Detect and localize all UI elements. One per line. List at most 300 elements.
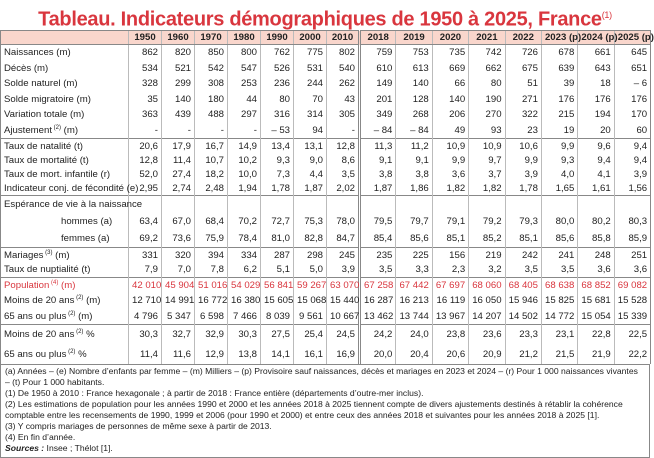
table-cell: 8 039	[261, 309, 294, 325]
table-cell: 69,2	[129, 230, 162, 248]
table-cell: 27,5	[261, 324, 294, 344]
table-cell: 488	[195, 107, 228, 123]
row-label: Variation totale (m)	[1, 107, 129, 123]
table-cell: 678	[541, 45, 577, 61]
table-cell: 7 466	[228, 309, 261, 325]
table-cell	[469, 196, 505, 214]
table-cell	[195, 196, 228, 214]
table-cell: 3,6	[432, 167, 468, 181]
table-cell: 16,1	[294, 344, 327, 364]
table-cell: 9,9	[505, 153, 541, 167]
table-cell: 15 339	[614, 309, 650, 325]
table-cell: 8,6	[327, 153, 360, 167]
table-cell	[396, 196, 432, 214]
table-cell: 316	[261, 107, 294, 123]
table-cell: 75,9	[195, 230, 228, 248]
table-cell: 651	[614, 61, 650, 77]
table-row	[1, 167, 651, 181]
table-cell: 7,0	[162, 263, 195, 278]
table-cell: 526	[261, 61, 294, 77]
table-cell: 742	[469, 45, 505, 61]
table-cell: 85,9	[614, 230, 650, 248]
table-cell: 51	[505, 76, 541, 92]
table-cell: 3,9	[505, 167, 541, 181]
table-cell: 287	[261, 248, 294, 263]
table-cell: 67 258	[360, 278, 396, 294]
table-cell: 35	[129, 92, 162, 108]
table-cell: 79,1	[432, 213, 468, 230]
table-cell: 24,0	[396, 324, 432, 344]
table-cell: 4 796	[129, 309, 162, 325]
table-cell: 22,8	[578, 324, 614, 344]
table-cell: 643	[578, 61, 614, 77]
table-cell: 16,7	[195, 139, 228, 154]
table-cell: 11,3	[360, 139, 396, 154]
table-cell: 16 050	[469, 293, 505, 308]
table-cell: 67 442	[396, 278, 432, 294]
table-cell: 128	[396, 92, 432, 108]
row-label: Solde naturel (m)	[1, 76, 129, 92]
table-cell: 645	[614, 45, 650, 61]
table-cell: 21,5	[541, 344, 577, 364]
table-cell: 7,8	[195, 263, 228, 278]
table-cell: 334	[228, 248, 261, 263]
table-cell: 2,74	[162, 181, 195, 196]
table-cell: 17,9	[162, 139, 195, 154]
year-header: 2000	[294, 31, 327, 45]
page-title: Tableau. Indicateurs démographiques de 1950 à 2025, France$^{(1)}$	[38, 8, 612, 31]
row-label: hommes (a)	[1, 213, 129, 230]
table-cell: 22,2	[614, 344, 650, 364]
table-cell: 23	[505, 123, 541, 139]
table-cell: 9,3	[261, 153, 294, 167]
table-cell: 20,0	[360, 344, 396, 364]
table-cell: 3,7	[469, 167, 505, 181]
table-cell: 12 710	[129, 293, 162, 308]
table-cell: 661	[578, 45, 614, 61]
table-row	[1, 45, 651, 61]
table-cell: 2,95	[129, 181, 162, 196]
table-cell: 3,5	[505, 263, 541, 278]
table-cell: 4,0	[541, 167, 577, 181]
table-cell: 30,3	[228, 324, 261, 344]
table-cell	[505, 196, 541, 214]
table-cell: – 53	[261, 123, 294, 139]
table-cell: 14 502	[505, 309, 541, 325]
table-cell: 20,6	[129, 139, 162, 154]
table-cell: 54 029	[228, 278, 261, 294]
table-cell: 3,6	[614, 263, 650, 278]
table-cell: 1,82	[469, 181, 505, 196]
table-cell: 79,7	[396, 213, 432, 230]
table-cell: 3,5	[541, 263, 577, 278]
table-row	[1, 278, 651, 294]
table-cell: 190	[469, 92, 505, 108]
table-cell: 176	[614, 92, 650, 108]
table-cell: 225	[396, 248, 432, 263]
note-1: (1) De 1950 à 2010 : France hexagonale ; à partir de 2018 : France entière (départements d’outre-mer inclus).	[5, 387, 424, 398]
table-cell: 85,6	[396, 230, 432, 248]
table-cell: 27,4	[162, 167, 195, 181]
table-cell: 93	[469, 123, 505, 139]
table-cell: 1,61	[578, 181, 614, 196]
table-cell: 2,02	[327, 181, 360, 196]
table-cell: 219	[469, 248, 505, 263]
table-cell: 68 638	[541, 278, 577, 294]
row-label: Mariages $^{(3)}$ (m)	[1, 248, 129, 263]
table-row	[1, 248, 651, 263]
table-cell: 1,78	[261, 181, 294, 196]
table-cell: 75,3	[294, 213, 327, 230]
table-cell: 6 598	[195, 309, 228, 325]
table-cell: 253	[228, 76, 261, 92]
row-label: Indicateur conj. de fécondité (e)	[1, 181, 129, 196]
row-label: Population $^{(4)}$ (m)	[1, 278, 129, 294]
table-cell: 79,2	[469, 213, 505, 230]
table-cell: 21,9	[578, 344, 614, 364]
table-cell: 10,0	[228, 167, 261, 181]
table-cell: 547	[228, 61, 261, 77]
row-label: 65 ans ou plus $^{(2)}$ (m)	[1, 309, 129, 325]
table-cell: 56 841	[261, 278, 294, 294]
table-cell: – 84	[396, 123, 432, 139]
table-cell: – 6	[614, 76, 650, 92]
table-cell: 72,7	[261, 213, 294, 230]
table-cell: 22,5	[614, 324, 650, 344]
row-label: Taux de mort. infantile (r)	[1, 167, 129, 181]
table-cell: 800	[228, 45, 261, 61]
table-cell	[578, 196, 614, 214]
table-cell: 15 440	[327, 293, 360, 308]
table-cell: 66	[432, 76, 468, 92]
table-cell: 305	[327, 107, 360, 123]
table-cell: 15 068	[294, 293, 327, 308]
table-cell: 78,4	[228, 230, 261, 248]
table-cell: 244	[294, 76, 327, 92]
table-cell: 531	[294, 61, 327, 77]
sources: Sources : Insee ; Thélot [1].	[5, 442, 113, 453]
year-header: 1970	[195, 31, 228, 45]
table-cell: 363	[129, 107, 162, 123]
table-cell: 10,9	[432, 139, 468, 154]
table-cell: 1,86	[396, 181, 432, 196]
year-header: 1990	[261, 31, 294, 45]
table-cell: 9,1	[360, 153, 396, 167]
table-cell: 3,9	[327, 263, 360, 278]
table-row	[1, 263, 651, 278]
table-row	[1, 309, 651, 325]
table-cell: 63,4	[129, 213, 162, 230]
table-row	[1, 213, 651, 230]
table-cell: 1,78	[505, 181, 541, 196]
table-cell: 194	[578, 107, 614, 123]
table-cell: 726	[505, 45, 541, 61]
table-cell: 23,8	[432, 324, 468, 344]
table-cell: 3,3	[396, 263, 432, 278]
table-cell: 3,6	[578, 263, 614, 278]
row-label: femmes (a)	[1, 230, 129, 248]
table-cell: 5,1	[261, 263, 294, 278]
demographics-table	[0, 30, 654, 364]
table-row	[1, 196, 651, 214]
table-cell: 320	[162, 248, 195, 263]
row-label: Taux de nuptialité (t)	[1, 263, 129, 278]
table-cell: 1,82	[432, 181, 468, 196]
table-cell: 271	[505, 92, 541, 108]
year-header: 2018	[360, 31, 396, 45]
table-cell: 10 667	[327, 309, 360, 325]
table-cell: 862	[129, 45, 162, 61]
table-cell: 13,8	[228, 344, 261, 364]
table-cell: 12,9	[195, 344, 228, 364]
table-cell: 20,4	[396, 344, 432, 364]
table-cell	[360, 196, 396, 214]
table-cell: 9,7	[469, 153, 505, 167]
table-cell: 534	[129, 61, 162, 77]
table-cell: 10,7	[195, 153, 228, 167]
table-cell: 85,1	[432, 230, 468, 248]
table-cell: 1,94	[228, 181, 261, 196]
table-cell: 85,2	[469, 230, 505, 248]
table-cell: 12,8	[129, 153, 162, 167]
table-cell: 60	[614, 123, 650, 139]
table-cell: 23,6	[469, 324, 505, 344]
table-cell: 79,5	[360, 213, 396, 230]
table-cell: 3,8	[360, 167, 396, 181]
table-cell: 70,2	[228, 213, 261, 230]
table-cell: 11,6	[162, 344, 195, 364]
year-header: 2022	[505, 31, 541, 45]
note-2: (2) Les estimations de population pour les années 1990 et 2000 et les années 2018 à 2025 tiennent compte de divers ajustements destinés à rétablir la cohérence comptable entre les recensements de 1990, 1999 et 2006 (pour 1990 et 2000) et entre ceux des années 2018 et suivantes pour les années 2018 à 2025 [1].	[5, 398, 623, 420]
row-label: Ajustement $^{(2)}$ (m)	[1, 123, 129, 139]
table-cell: 331	[129, 248, 162, 263]
table-cell: 42 010	[129, 278, 162, 294]
table-cell: 735	[432, 45, 468, 61]
table-cell: 67,0	[162, 213, 195, 230]
table-cell: 9,0	[294, 153, 327, 167]
table-row	[1, 107, 651, 123]
table-cell: 15 528	[614, 293, 650, 308]
table-cell: 81,0	[261, 230, 294, 248]
table-cell: 12,8	[327, 139, 360, 154]
table-cell: 15 681	[578, 293, 614, 308]
year-header: 2010	[327, 31, 360, 45]
table-cell: 9 561	[294, 309, 327, 325]
table-cell: 613	[396, 61, 432, 77]
table-cell: 11,4	[129, 344, 162, 364]
table-cell: 59 267	[294, 278, 327, 294]
table-cell: 540	[327, 61, 360, 77]
table-row	[1, 293, 651, 308]
table-cell: 9,9	[541, 139, 577, 154]
table-cell: 521	[162, 61, 195, 77]
table-cell: 69 082	[614, 278, 650, 294]
table-cell: -	[228, 123, 261, 139]
table-cell: 4,1	[578, 167, 614, 181]
table-cell	[261, 196, 294, 214]
table-cell: 270	[469, 107, 505, 123]
table-cell: 639	[541, 61, 577, 77]
table-cell: 15 825	[541, 293, 577, 308]
table-cell: 16 119	[432, 293, 468, 308]
table-cell: 84,7	[327, 230, 360, 248]
table-cell: 63 070	[327, 278, 360, 294]
table-cell: 5,0	[294, 263, 327, 278]
table-cell: 9,3	[541, 153, 577, 167]
table-cell: 25,4	[294, 324, 327, 344]
table-cell: 9,4	[614, 139, 650, 154]
table-cell: 542	[195, 61, 228, 77]
table-cell: 32,9	[195, 324, 228, 344]
table-cell: 13 744	[396, 309, 432, 325]
table-cell	[614, 196, 650, 214]
table-cell: 140	[432, 92, 468, 108]
table-cell: 241	[541, 248, 577, 263]
table-cell: 308	[195, 76, 228, 92]
table-cell: 80,2	[578, 213, 614, 230]
table-cell: 9,6	[578, 139, 614, 154]
table-cell: 9,9	[432, 153, 468, 167]
table-cell	[228, 196, 261, 214]
table-cell: 39	[541, 76, 577, 92]
table-cell: 235	[360, 248, 396, 263]
table-cell: 206	[432, 107, 468, 123]
note-4: (4) En fin d’année.	[5, 431, 76, 442]
table-row	[1, 92, 651, 108]
table-row	[1, 139, 651, 154]
table-cell: 15 605	[261, 293, 294, 308]
table-cell: 52,0	[129, 167, 162, 181]
table-row	[1, 76, 651, 92]
table-cell: 669	[432, 61, 468, 77]
table-cell: 16,9	[327, 344, 360, 364]
table-row	[1, 153, 651, 167]
table-cell: 85,4	[360, 230, 396, 248]
table-cell: 13,4	[261, 139, 294, 154]
table-cell: 1,87	[294, 181, 327, 196]
table-cell: 16 213	[396, 293, 432, 308]
table-row	[1, 181, 651, 196]
table-cell: 78,0	[327, 213, 360, 230]
table-cell: 16 380	[228, 293, 261, 308]
table-cell: 3,2	[469, 263, 505, 278]
table-cell: 73,6	[162, 230, 195, 248]
table-cell: 328	[129, 76, 162, 92]
table-cell: 245	[327, 248, 360, 263]
table-cell: 68 405	[505, 278, 541, 294]
year-header: 2020	[432, 31, 468, 45]
table-cell: 140	[396, 76, 432, 92]
table-cell: 248	[578, 248, 614, 263]
table-cell: 18	[578, 76, 614, 92]
table-cell: 80,3	[614, 213, 650, 230]
table-cell: 775	[294, 45, 327, 61]
table-cell: 762	[261, 45, 294, 61]
table-cell: 30,3	[129, 324, 162, 344]
year-header: 2025 (p)	[614, 31, 650, 45]
table-cell: 14 991	[162, 293, 195, 308]
table-cell: 251	[614, 248, 650, 263]
table-cell: 85,8	[578, 230, 614, 248]
note-legend: (a) Années – (e) Nombre d’enfants par femme – (m) Milliers – (p) Provisoire sauf naissances, décès et mariages en 2023 et 2024 – (r) Pour 1 000 naissances vivantes – (t) Pour 1 000 habitants.	[5, 365, 638, 387]
table-cell: 5 347	[162, 309, 195, 325]
table-row	[1, 123, 651, 139]
note-3: (3) Y compris mariages de personnes de même sexe à partir de 2013.	[5, 420, 272, 431]
table-cell: 24,5	[327, 324, 360, 344]
table-cell: 68 060	[469, 278, 505, 294]
table-cell: 3,5	[327, 167, 360, 181]
table-cell: -	[162, 123, 195, 139]
table-cell: 15 946	[505, 293, 541, 308]
table-cell: 80,0	[541, 213, 577, 230]
table-cell: 10,6	[505, 139, 541, 154]
row-label: Taux de mortalité (t)	[1, 153, 129, 167]
table-header-row	[1, 31, 651, 45]
table-cell: 242	[505, 248, 541, 263]
table-cell: 662	[469, 61, 505, 77]
table-cell: 298	[294, 248, 327, 263]
year-header: 2023 (p)	[541, 31, 577, 45]
table-cell: 85,6	[541, 230, 577, 248]
row-label: Naissances (m)	[1, 45, 129, 61]
table-cell: 79,3	[505, 213, 541, 230]
table-cell: 170	[614, 107, 650, 123]
table-cell: 14,9	[228, 139, 261, 154]
table-cell: 299	[162, 76, 195, 92]
table-cell: 45 904	[162, 278, 195, 294]
row-label: Taux de natalité (t)	[1, 139, 129, 154]
table-cell: 176	[578, 92, 614, 108]
table-cell: 215	[541, 107, 577, 123]
table-cell: 3,8	[396, 167, 432, 181]
table-cell: 6,2	[228, 263, 261, 278]
table-cell: 44	[228, 92, 261, 108]
table-row	[1, 230, 651, 248]
table-cell: 67 697	[432, 278, 468, 294]
table-cell: 802	[327, 45, 360, 61]
table-cell: 11,2	[396, 139, 432, 154]
table-cell	[294, 196, 327, 214]
table-cell: 140	[162, 92, 195, 108]
table-cell: 2,3	[432, 263, 468, 278]
table-cell: 13 462	[360, 309, 396, 325]
table-cell: 49	[432, 123, 468, 139]
table-cell: 180	[195, 92, 228, 108]
table-cell: 149	[360, 76, 396, 92]
table-cell: 349	[360, 107, 396, 123]
table-cell: 7,9	[129, 263, 162, 278]
table-cell: 20	[578, 123, 614, 139]
table-cell: 19	[541, 123, 577, 139]
table-cell: 610	[360, 61, 396, 77]
table-row	[1, 324, 651, 344]
row-label: Moins de 20 ans $^{(2)}$ (m)	[1, 293, 129, 308]
table-cell: – 84	[360, 123, 396, 139]
table-row	[1, 61, 651, 77]
row-label: Espérance de vie à la naissance	[1, 196, 129, 214]
year-header: 2019	[396, 31, 432, 45]
table-cell: 9,4	[578, 153, 614, 167]
table-cell: 11,4	[162, 153, 195, 167]
table-cell: 297	[228, 107, 261, 123]
table-cell: 23,3	[505, 324, 541, 344]
table-cell: 16 772	[195, 293, 228, 308]
table-cell: 85,1	[505, 230, 541, 248]
table-row	[1, 344, 651, 364]
row-label: 65 ans ou plus $^{(2)}$ %	[1, 344, 129, 364]
table-cell: 13 967	[432, 309, 468, 325]
table-cell: 70	[294, 92, 327, 108]
